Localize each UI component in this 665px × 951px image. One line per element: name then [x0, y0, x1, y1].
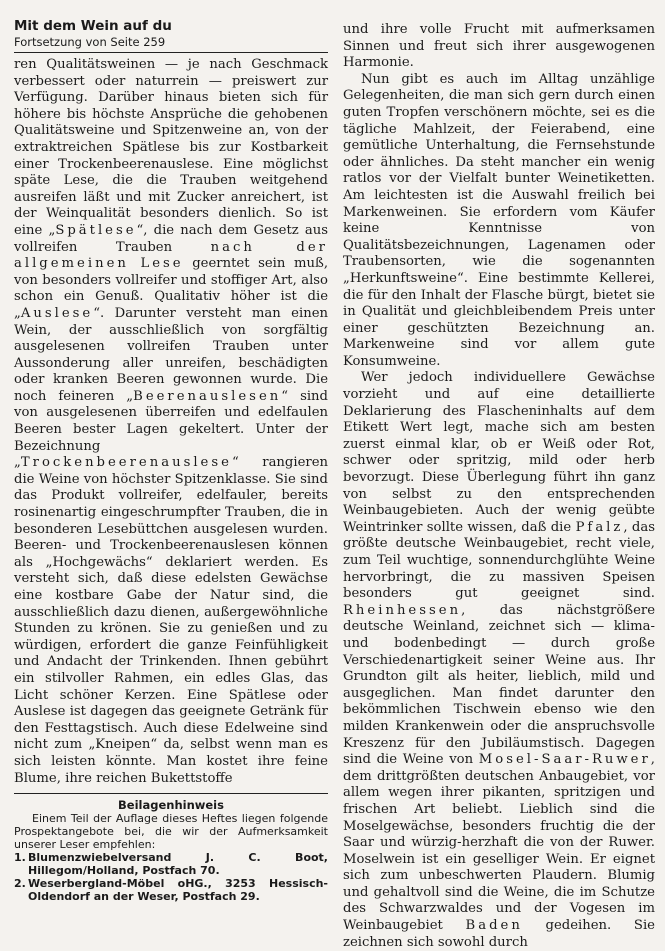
term-nach-der-allgemeinen-lese: nach der allgemeinen Lese [14, 239, 328, 272]
header-rule [14, 52, 328, 53]
term-spaetlese: Spätlese [55, 222, 137, 238]
left-column [14, 18, 328, 903]
notice-text: Einem Teil der Auflage dieses Heftes liegen folgende Prospektangebote bei, die wir der Aufmerksamkeit unserer Leser empfehlen: [14, 812, 328, 852]
notice-item: 2. Weserbergland-Möbel oHG., 3253 Hessisch-Oldendorf an der Weser, Postfach 29. [14, 877, 328, 904]
left-paragraph: ren Qualitätsweinen — je nach Geschmack verbessert oder naturrein — preiswert zur Verfügung. Darüber hinaus bieten sich für höhere bis höchste Ansprüche die gehobenen Qualitätsweine und Spitzenweine an, von der extraktreichen Spätlese bis zur Kostbarkeit einer Trockenbeerenauslese. Eine möglichst späte Lese, die die Trauben weitgehend ausreifen läßt und mit Zucker anreichert, ist der Weinqualität besonders dienlich. So ist eine „Spätlese“, die nach dem Gesetz aus vollreifen Trauben nach der allgemeinen Lese geerntet sein muß, von besonders vollreifer und stoffiger Art, also schon ein Genuß. Qualitativ höher ist die „Auslese“. Darunter versteht man einen Wein, der ausschließlich von sorgfältig ausgelesenen vollreifen Trauben unter Aussonderung aller unreifen, beschädigten oder kranken Beeren gewonnen wurde. Die noch feineren „Beerenauslesen“ sind von ausgelesenen überreifen und edelfaulen Beeren bester Lagen gekeltert. Unter der Bezeichnung „Trockenbeerenauslese“ rangieren die Weine von höchster Spitzenklasse. Sie sind das Produkt vollreifer, edelfauler, bereits rosinenartig eingeschrumpfter Trauben, die in besonderen Lesebüttchen ausgelesen wurden. Beeren- und Trockenbeerenauslesen können als „Hochgewächs“ deklariert werden. Es versteht sich, daß diese edelsten Gewächse eine kostbare Gabe der Natur sind, die ausschließlich dazu dienen, außergewöhnliche Stunden zu krönen. Sie zu genießen und zu würdigen, erfordert die ganze Feinfühligkeit und Andacht der Trinkenden. Ihnen gebührt ein stilvoller Rahmen, ein edles Glas, das Licht schöner Kerzen. Eine Spätlese oder Auslese ist dagegen das geeignete Getränk für den Festtagstisch. Auch diese Edelweine sind nicht zum „Kneipen“ da, selbst wenn man es sich leisten könnte. Man kostet ihre feine Blume, ihre reichen Bukettstoffe [14, 57, 329, 786]
notice-rule [14, 793, 328, 794]
supplement-notice [14, 798, 328, 903]
term-baden: Baden [465, 918, 523, 934]
notice-list [14, 851, 328, 903]
notice-item: 1. Blumenzwiebelversand J. C. Boot, Hillegom/Holland, Postfach 70. [14, 851, 328, 878]
article-continuation-note: Fortsetzung von Seite 259 [14, 35, 166, 49]
right-paragraph-1: und ihre volle Frucht mit aufmerksamen Sinnen und freut sich ihrer ausgewogenen Harmonie. [343, 22, 655, 71]
term-trockenbeerenauslese: Trockenbeerenauslese [20, 455, 232, 471]
term-rheinhessen: Rheinhessen [343, 602, 462, 618]
notice-title: Beilagenhinweis [118, 798, 224, 813]
right-paragraph-2: Nun gibt es auch im Alltag unzählige Gelegenheiten, die man sich gern durch einen guten Tropfen verschönern möchte, sei es die tägliche Mahlzeit, der Feierabend, eine gemütliche Unterhaltung, die Fernsehstunde oder ähnliches. Da steht mancher ein wenig ratlos vor der Vielfalt bunter Weinetiketten. Am leichtesten ist die Auswahl freilich bei Markenweinen. Sie erfordern vom Käufer keine Kenntnisse von Qualitätsbezeichnungen, Lagenamen oder Traubensorten, wie die sogenannten „Herkunftsweine“. Eine bestimmte Kellerei, die für den Inhalt der Flasche bürgt, bietet sie in Qualität und gleichbleibendem Preis unter einer geschützten Bezeichnung an. Markenweine sind vor allem gute Konsumweine. [343, 71, 655, 369]
term-auslese: Auslese [20, 305, 94, 321]
term-beerenauslesen: Beerenauslesen [133, 388, 282, 404]
term-mosel-saar-ruwer: Mosel-Saar-Ruwer [478, 752, 651, 768]
right-paragraph-3: Wer jedoch individuellere Gewächse vorzieht und auf eine detaillierte Deklarierung des Flascheninhalts auf dem Etikett Wert legt, mache sich am besten zuerst einmal klar, ob er Weiß oder Rot, schwer oder spritzig, mild oder herb bevorzugt. Diese Überlegung führt ihn ganz von selbst zu den entsprechenden Weinbaugebieten. Auch der wenig geübte Weintrinker sollte wissen, daß die Pfalz, das größte deutsche Weinbaugebiet, recht viele, zum Teil wuchtige, sonnendurchglühte Weine hervorbringt, die zu massiven Speisen besonders gut geeignet sind. Rheinhessen, das nächstgrößere deutsche Weinland, zeichnet sich — klima- und bodenbedingt — durch große Verschiedenartigkeit seiner Weine aus. Ihr Grundton gilt als heiter, lieblich, mild und ausgeglichen. Man findet darunter den bekömmlichen Tischwein ebenso wie den milden Krankenwein oder die anspruchsvolle Kreszenz für den Jubiläumstisch. Dagegen sind die Weine von Mosel-Saar-Ruwer, dem drittgrößten deutschen Anbaugebiet, vor allem wegen ihrer pikanten, spritzigen und frischen Art beliebt. Lieblich sind die Moselgewächse, besonders fruchtig die der Saar und würzig-herzhaft die von der Ruwer. Moselwein ist ein geselliger Wein. Er eignet sich zum unbeschwerten Plaudern. Blumig und gehaltvoll sind die Weine, die im Schutze des Schwarzwaldes und der Vogesen im Weinbaugebiet Baden gedeihen. Sie zeichnen sich sowohl durch [343, 370, 655, 950]
term-pfalz: Pfalz [575, 519, 624, 535]
article-title: Mit dem Wein auf du [14, 18, 172, 34]
right-column [343, 22, 655, 951]
